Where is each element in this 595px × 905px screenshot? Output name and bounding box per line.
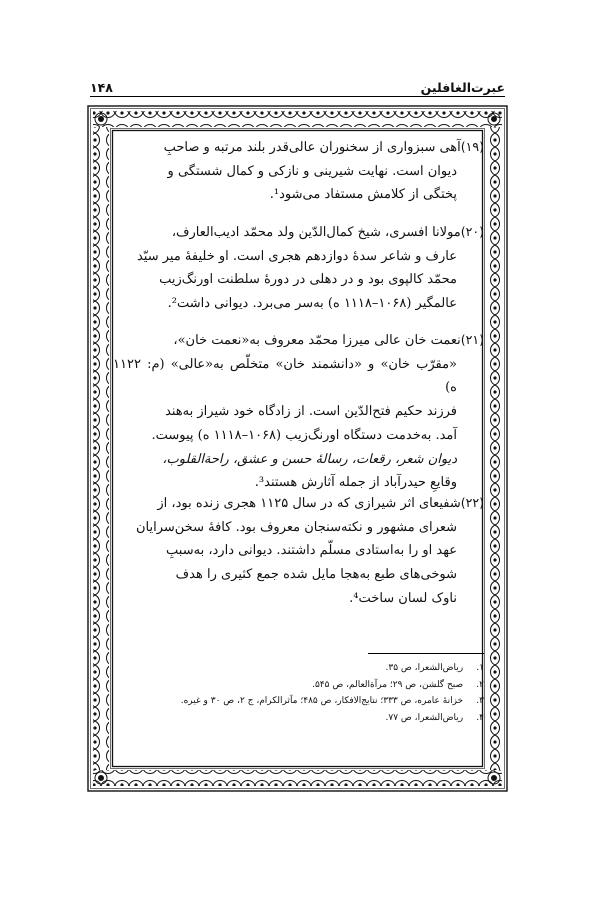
- entry-line: عالمگیر (۱۰۶۸–۱۱۱۸ ه) به‌سر می‌برد. دیوانی داشت².: [167, 296, 457, 312]
- entry-line: «مقرّب خان» و «دانشمند خان» متخلّص به«عالی» (م: ۱۱۲۲ ه): [113, 356, 457, 396]
- footnotes: [113, 660, 484, 726]
- entry-number: (۲۲): [460, 495, 484, 510]
- footnote-number: ۱.: [476, 663, 484, 673]
- entry-line: مولانا افسری، شیخ کمال‌الدّین ولد محمّد ادیب‌العارف،: [171, 225, 461, 240]
- entry-line: آمد. به‌خدمت دستگاه اورنگ‌زیب (۱۰۶۸–۱۱۱۸ ه) پیوست.: [151, 427, 457, 443]
- entry-line: نعمت خان عالی میرزا محمّد معروف به«نعمت خان»،: [173, 333, 461, 348]
- footnote-text: ریاض‌الشعرا، ص ۳۵.: [385, 663, 464, 673]
- entry-20: [113, 220, 484, 316]
- entry-number: (۲۱): [460, 332, 484, 347]
- header-rule: [90, 96, 505, 97]
- running-head: [90, 73, 505, 95]
- footnote-text: صبح گلشن، ص ۲۹؛ مرآة‌العالم، ص ۵۴۵.: [312, 679, 464, 690]
- entry-line: ناوک لسان ساخت⁴.: [349, 590, 457, 606]
- footnote-text: ریاض‌الشعرا، ص ۷۷.: [385, 712, 464, 723]
- entry-line: فرزند حکیم فتح‌الدّین است. از زادگاه خود شیراز به‌هند: [165, 404, 457, 420]
- entry-line: عارف و شاعر سدهٔ دوازدهم هجری است. او خلیفهٔ میر سیّد: [136, 248, 457, 264]
- entry-19: [113, 135, 484, 207]
- entry-line: آهی سبزواری از سخنوران عالی‌قدر بلند مرتبه و صاحبِ: [163, 140, 461, 155]
- footnote: [113, 660, 484, 677]
- footnote-number: ۳.: [476, 696, 484, 706]
- entry-line: شفیعای اثر شیرازی که در سال ۱۱۲۵ هجری زنده بود، از: [157, 496, 461, 511]
- footnote: [113, 693, 484, 710]
- entry-line: پختگی از کلامش مستفاد می‌شود¹.: [269, 187, 457, 203]
- footnote-text: خزانهٔ عامره، ص ۳۳۳؛ نتایج‌الافکار، ص ۴۸۵؛ مآثرالکرام، ج ۲، ص ۳۰ و غیره.: [180, 696, 464, 706]
- entry-number: (۱۹): [460, 139, 484, 154]
- entry-line: دیوان شعر، رقعات، رسالهٔ حسن و عشق، راحة‌القلوب،: [162, 451, 457, 467]
- page-content: [113, 132, 484, 760]
- entry-21: [113, 328, 484, 495]
- entry-line: محمّد کالپوی بود و در دهلی در دورهٔ سلطنت اورنگ‌زیب: [159, 272, 457, 288]
- entry-line: شعرای مشهور و نکته‌سنجان معروف بود. کافهٔ سخن‌سرایان: [135, 519, 457, 535]
- entry-line: وقایعِ حیدرآباد از جمله آثارش هستند³.: [254, 475, 457, 491]
- footnote-number: ۴.: [476, 712, 484, 723]
- entry-line: عهد او را به‌استادی مسلّم داشتند. دیوانی دارد، به‌سببِ: [166, 543, 457, 559]
- entry-number: (۲۰): [460, 224, 484, 239]
- book-title: عبرت‌الغافلین: [420, 80, 505, 95]
- entry-22: [113, 491, 484, 611]
- footnote-rule: [368, 653, 484, 654]
- footnote: [113, 677, 484, 694]
- footnote: [113, 710, 484, 727]
- entry-line: شوخی‌های طبع به‌هجا مایل شده جمع کثیری را هدف: [175, 567, 457, 583]
- page-number: ۱۴۸: [90, 80, 113, 95]
- footnote-number: ۲.: [476, 679, 484, 690]
- entry-line: دیوان است. نهایت شیرینی و نازکی و کمال شستگی و: [167, 163, 457, 179]
